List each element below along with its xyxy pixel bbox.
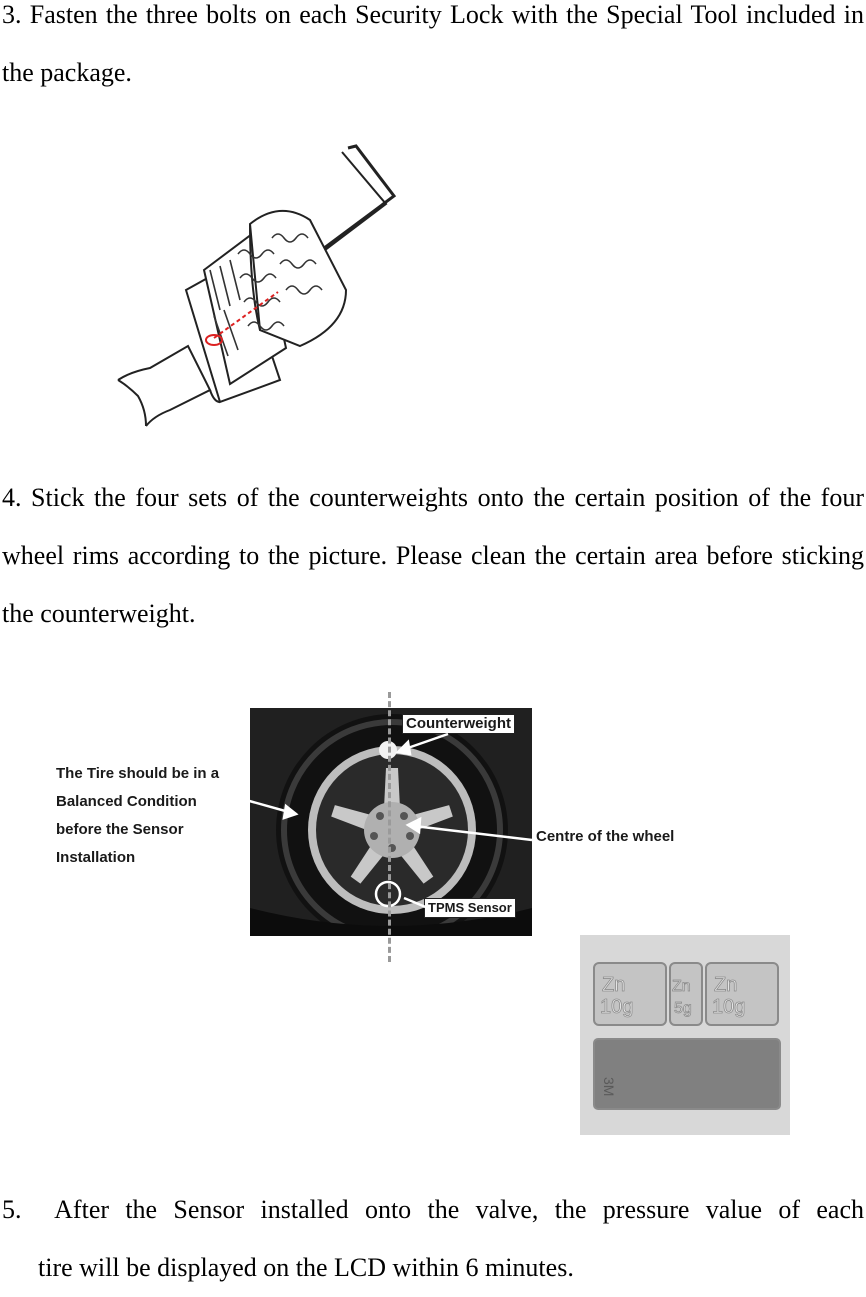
- step-3-number: 3.: [2, 0, 22, 29]
- tpms-sensor-label: TPMS Sensor: [424, 898, 516, 918]
- weight-1-label-bottom: 10g: [600, 996, 634, 1018]
- weight-2-label-top: Zn: [672, 978, 691, 995]
- step-5-line-1-text: After the Sensor installed onto the valve, the pressure value of each: [54, 1195, 864, 1224]
- tpms-arrow: [404, 898, 428, 908]
- step-5-line-1: [2, 1181, 864, 1239]
- weight-1-label-top: Zn: [602, 974, 626, 996]
- step-3-text: Fasten the three bolts on each Security Lock with the Special Tool included in the package.: [2, 0, 865, 87]
- weight-3-label-top: Zn: [714, 974, 738, 996]
- adhesive-strip: [594, 1039, 780, 1109]
- step-4-text: Stick the four sets of the counterweights onto the certain position of the four wheel rims according to the picture. Please clean the certain area before sticking the counterweight.: [2, 483, 865, 628]
- centre-of-wheel-label: Centre of the wheel: [536, 828, 675, 845]
- counterweight-arrowhead: [398, 742, 410, 754]
- step-5-paragraph: [2, 1181, 864, 1297]
- step-5-number: 5.: [2, 1195, 22, 1224]
- weight-2-label-bottom: 5g: [674, 1000, 692, 1017]
- step-4-number: 4.: [2, 483, 22, 512]
- tire-balance-note: The Tire should be in a Balanced Condition before the Sensor Installation: [56, 765, 220, 866]
- weights-drawing: [580, 935, 790, 1135]
- centre-arrow: [414, 826, 532, 840]
- strip-mark: 3M: [601, 1077, 617, 1097]
- step-5-line-2: tire will be displayed on the LCD within 6 minutes.: [38, 1253, 574, 1282]
- counterweight-label: Counterweight: [402, 714, 515, 734]
- counterweights-photo: [580, 935, 790, 1135]
- centre-arrowhead: [408, 819, 420, 832]
- weight-3-label-bottom: 10g: [712, 996, 746, 1018]
- tire-note-arrowhead: [284, 806, 296, 818]
